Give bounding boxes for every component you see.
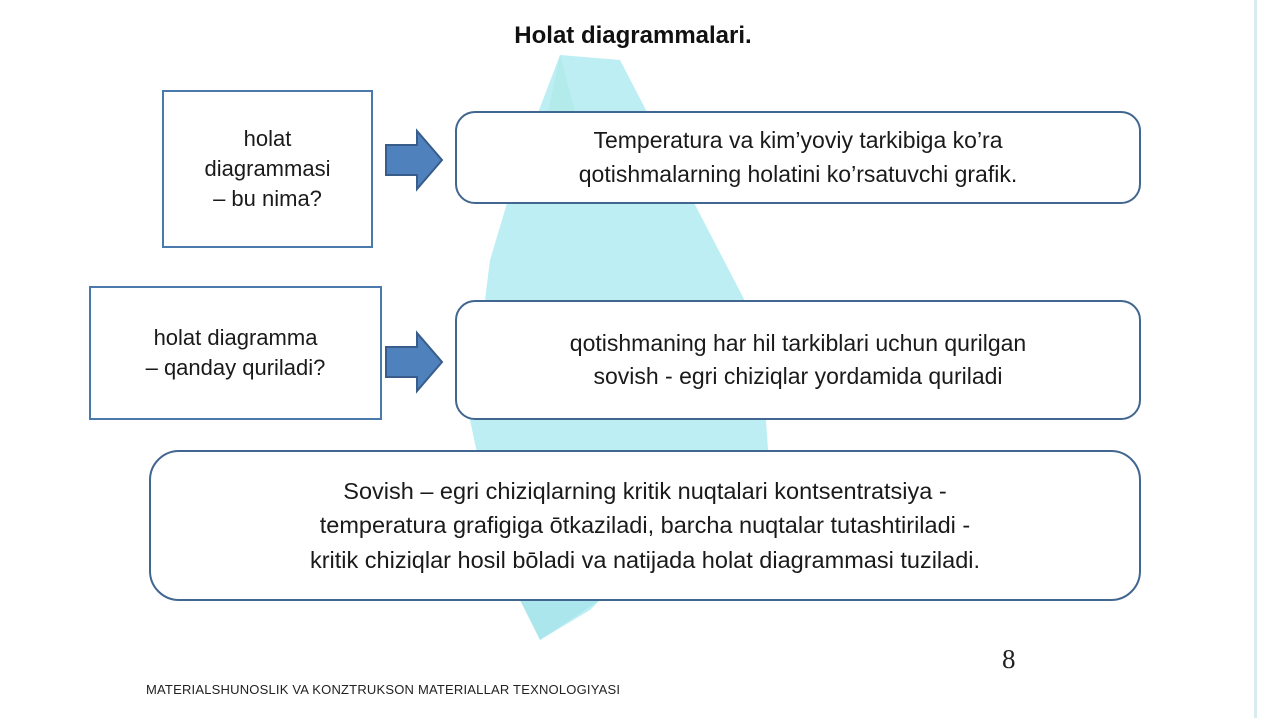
question-text [146,323,326,382]
question-box-what [162,90,373,248]
answer-line: sovish - egri chiziqlar yordamida quriladi [593,363,1003,389]
summary-box [149,450,1141,601]
question-line: diagrammasi [204,156,331,182]
answer-box-construction [455,300,1141,420]
answer-line: qotishmaning har hil tarkiblari uchun qurilgan [569,329,1027,356]
summary-text [310,474,980,576]
answer-line: Temperatura va kim’yoviy tarkibiga ko’ra [593,127,1003,154]
footer-text: MATERIALSHUNOSLIK VA KONZTRUKSON MATERIALLAR TEXNOLOGIYASI [146,682,621,697]
right-arrow-icon [384,128,444,192]
slide-title: Holat diagrammalari. [514,22,752,49]
answer-box-definition [455,111,1141,204]
question-box-how [89,286,382,420]
summary-line: temperatura grafigiga ōtkaziladi, barcha nuqtalar tutashtiriladi - [319,512,971,539]
answer-text [570,327,1026,394]
question-line: – qanday quriladi? [145,355,326,380]
right-edge-rule [1254,0,1257,718]
question-line: holat [243,126,292,152]
summary-line: Sovish – egri chiziqlarning kritik nuqtalari kontsentratsiya - [343,478,947,505]
answer-line: qotishmalarning holatini ko’rsatuvchi grafik. [578,160,1018,187]
question-text [205,124,331,213]
right-arrow-icon [384,330,444,394]
page-number: 8 [1002,644,1016,674]
answer-text [579,124,1018,191]
question-line: – bu nima? [213,185,322,211]
summary-line: kritik chiziqlar hosil bōladi va natijada holat diagrammasi tuziladi. [309,546,981,573]
question-line: holat diagramma [153,325,318,351]
